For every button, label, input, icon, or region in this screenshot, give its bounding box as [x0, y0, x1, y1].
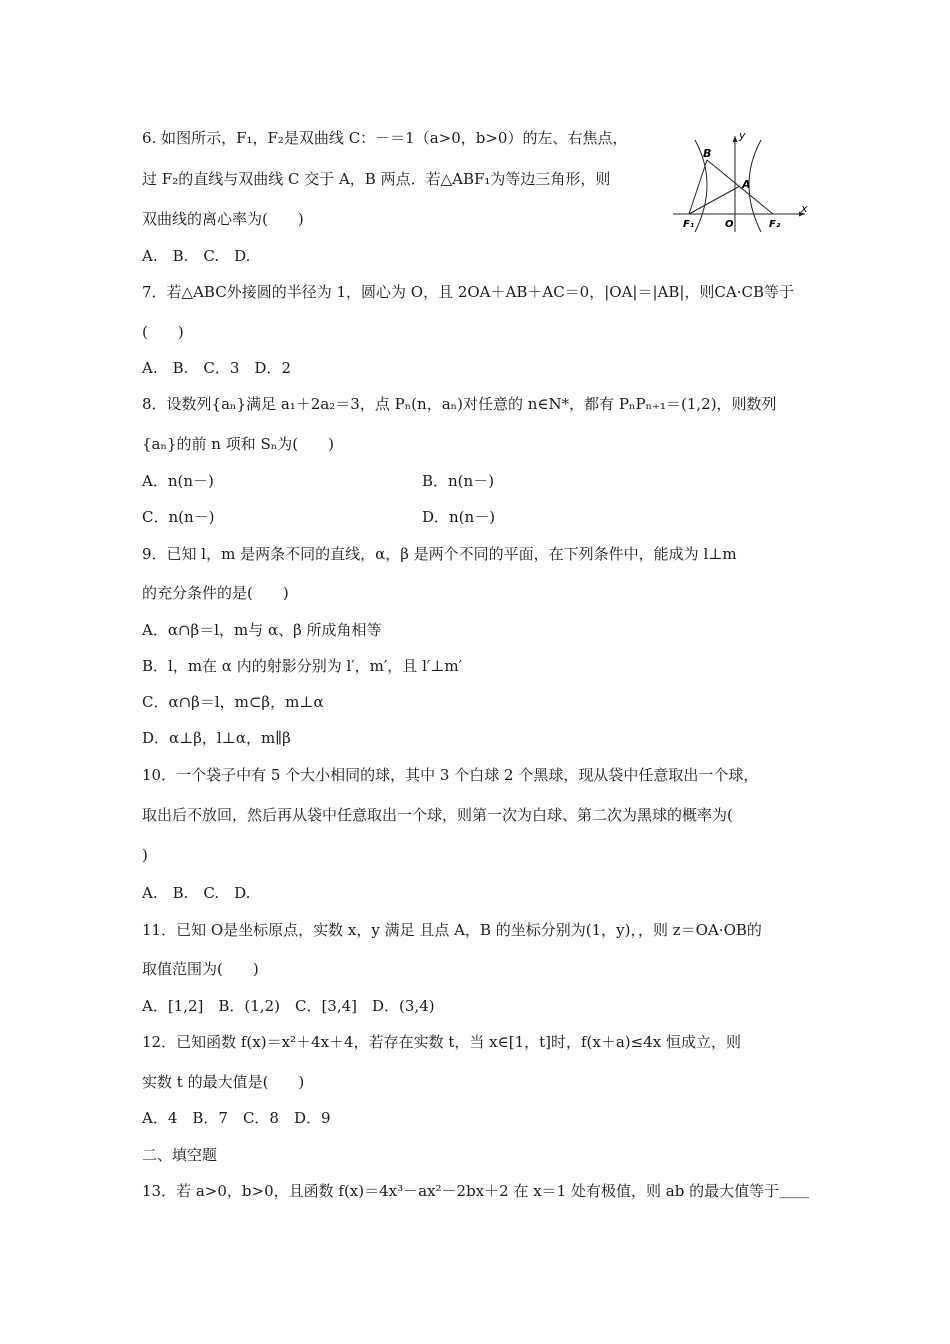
hyperbola-right-branch — [749, 140, 761, 232]
q9-option-d: D．α⊥β，l⊥α，m∥β — [142, 729, 291, 747]
label-f2: F₂ — [769, 219, 781, 230]
q12-line-1: 12．已知函数 f(x)＝x²＋4x＋4，若存在实数 t，当 x∈[1，t]时，f(x＋a)≤4x 恒成立，则 — [142, 1033, 741, 1051]
q10-line-1: 10．一个袋子中有 5 个大小相同的球，其中 3 个白球 2 个黑球，现从袋中任意取出一个球， — [142, 766, 759, 784]
q13-line-1: 13．若 a>0，b>0，且函数 f(x)＝4x³－ax²－2bx＋2 在 x＝1 处有极值，则 ab 的最大值等于＿＿ — [142, 1182, 810, 1200]
q9-line-1: 9．已知 l，m 是两条不同的直线，α，β 是两个不同的平面，在下列条件中，能成为 l⊥m — [142, 545, 737, 563]
q11-line-1: 11．已知 O是坐标原点，实数 x，y 满足 且点 A，B 的坐标分别为(1，y)，，则 z＝OA·OB的 — [142, 921, 762, 939]
line-through-f2 — [707, 160, 773, 214]
q9-option-a: A．α∩β＝l，m与 α、β 所成角相等 — [142, 621, 382, 639]
q8-line-1: 8．设数列{aₙ}满足 a₁＋2a₂＝3，点 Pₙ(n，aₙ)对任意的 n∈N*，都有 PₙPₙ₊₁＝(1,2)，则数列 — [142, 395, 777, 413]
q11-options: A．[1,2] B．(1,2) C．[3,4] D．(3,4) — [142, 997, 435, 1015]
q10-line-2: 取出后不放回，然后再从袋中任意取出一个球，则第一次为白球、第二次为黑球的概率为( — [142, 806, 733, 824]
label-f1: F₁ — [683, 219, 695, 230]
q6-options: A. B. C. D. — [142, 247, 251, 265]
q10-line-3: ) — [142, 846, 148, 864]
q6-line-2: 过 F₂的直线与双曲线 C 交于 A，B 两点．若△ABF₁为等边三角形，则 — [142, 170, 611, 188]
q7-options: A. B. C．3 D．2 — [142, 359, 291, 377]
y-axis-arrow — [733, 136, 738, 142]
label-b: B — [703, 147, 712, 160]
q11-line-2: 取值范围为( ) — [142, 960, 259, 978]
label-a: A — [742, 178, 751, 191]
q8-option-d: D．n(n－) — [422, 508, 496, 526]
label-x: x — [801, 202, 808, 215]
q9-option-b: B．l，m在 α 内的射影分别为 l′，m′，且 l′⊥m′ — [142, 657, 463, 675]
q12-line-2: 实数 t 的最大值是( ) — [142, 1073, 305, 1091]
hyperbola-figure — [665, 128, 815, 240]
q10-options: A. B. C. D. — [142, 884, 251, 902]
q6-line-1: 6. 如图所示，F₁，F₂是双曲线 C：－＝1（a>0，b>0）的左、右焦点， — [142, 129, 628, 147]
q7-line-1: 7．若△ABC外接圆的半径为 1，圆心为 O，且 2OA＋AB＋AC＝0，|OA|＝|AB|，则CA·CB等于 — [142, 283, 794, 301]
q9-option-c: C．α∩β＝l，m⊂β，m⊥α — [142, 693, 324, 711]
q8-line-2: {aₙ}的前 n 项和 Sₙ为( ) — [142, 435, 334, 453]
q12-options: A．4 B．7 C．8 D．9 — [142, 1109, 331, 1127]
q8-option-b: B．n(n－) — [422, 472, 495, 490]
label-o: O — [725, 219, 734, 230]
q9-line-2: 的充分条件的是( ) — [142, 584, 289, 602]
q8-option-a: A．n(n－) — [142, 472, 214, 490]
q7-line-2: ( ) — [142, 323, 184, 341]
label-y: y — [739, 129, 746, 142]
q6-line-3: 双曲线的离心率为( ) — [142, 210, 304, 228]
section-heading-fill-in: 二、填空题 — [142, 1146, 218, 1164]
q8-option-c: C．n(n－) — [142, 508, 215, 526]
